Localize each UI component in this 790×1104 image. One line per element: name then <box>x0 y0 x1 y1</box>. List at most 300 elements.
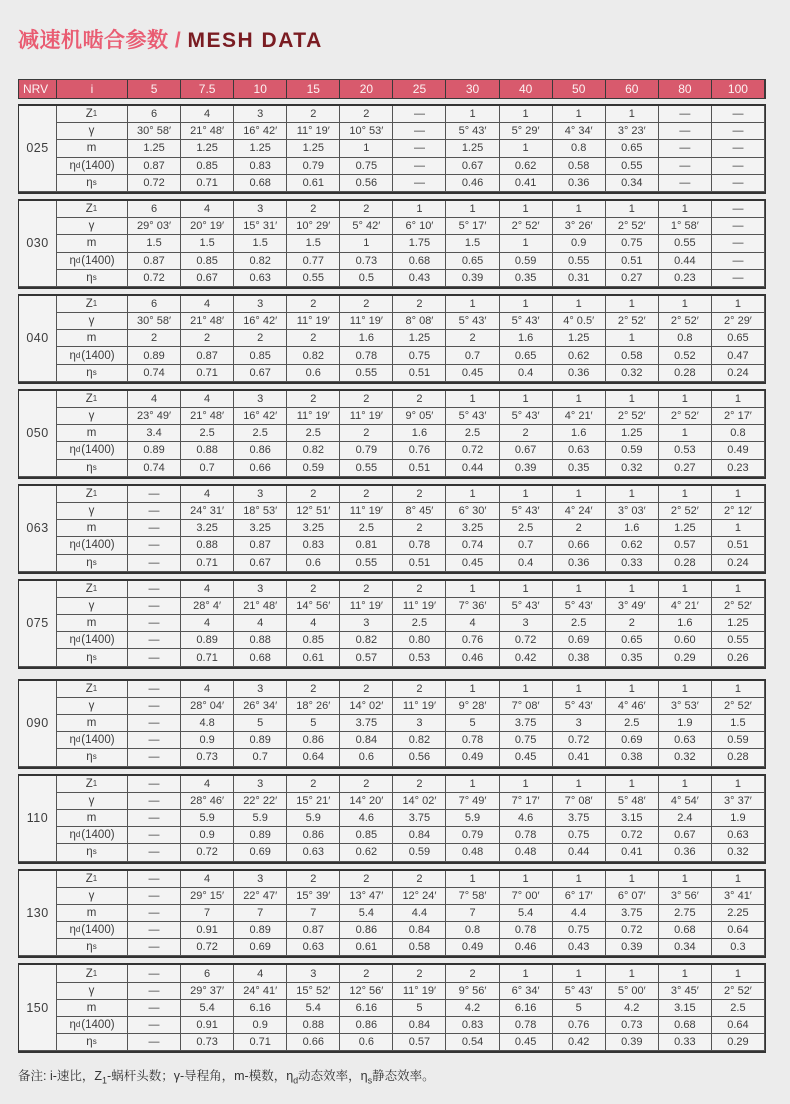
data-cell: 1 <box>712 581 765 598</box>
data-cell: 0.9 <box>553 235 606 252</box>
data-cell: 7° 58′ <box>446 888 499 905</box>
data-cell: 1.6 <box>553 425 606 442</box>
data-cell: 0.36 <box>553 365 606 382</box>
data-cell: 4 <box>181 486 234 503</box>
data-cell: 3.25 <box>446 520 499 537</box>
data-cell: — <box>128 537 181 554</box>
data-cell: 18° 53′ <box>234 503 287 520</box>
data-cell: — <box>128 1000 181 1017</box>
data-cell: 0.61 <box>287 649 340 666</box>
row-label-main: η <box>69 924 76 937</box>
data-cell: 6 <box>128 201 181 218</box>
data-cell: 0.84 <box>393 922 446 939</box>
data-cell: 5.9 <box>446 810 499 827</box>
data-cell: 1 <box>606 296 659 313</box>
data-cell: 1 <box>340 235 393 252</box>
data-cell: 1 <box>712 486 765 503</box>
data-cell: 0.41 <box>553 749 606 766</box>
data-cell: 0.69 <box>606 732 659 749</box>
data-cell: 3.75 <box>393 810 446 827</box>
data-cell: 0.89 <box>234 827 287 844</box>
data-cell: 2° 17′ <box>712 408 765 425</box>
data-cell: 0.32 <box>659 749 712 766</box>
row-label <box>57 871 128 888</box>
row-label <box>57 749 128 766</box>
data-cell: 4.6 <box>340 810 393 827</box>
model-block-040 <box>18 294 766 384</box>
data-cell: 0.68 <box>393 253 446 270</box>
data-cell: — <box>128 698 181 715</box>
data-cell: 2 <box>287 681 340 698</box>
data-cell: 6.16 <box>500 1000 553 1017</box>
data-cell: 0.71 <box>234 1034 287 1051</box>
data-cell: 21° 48′ <box>181 408 234 425</box>
data-cell: 0.82 <box>393 732 446 749</box>
data-cell: 2.25 <box>712 905 765 922</box>
data-cell: 3.75 <box>553 810 606 827</box>
data-cell: 2.5 <box>393 615 446 632</box>
data-cell: 0.59 <box>393 844 446 861</box>
row-label <box>57 460 128 477</box>
data-cell: 1 <box>606 871 659 888</box>
data-cell: 0.67 <box>659 827 712 844</box>
data-cell: 0.76 <box>393 442 446 459</box>
data-cell: 1° 58′ <box>659 218 712 235</box>
data-cell: 6° 34′ <box>500 983 553 1000</box>
data-cell: 0.66 <box>234 460 287 477</box>
data-cell: 0.88 <box>234 632 287 649</box>
data-cell: 2 <box>287 391 340 408</box>
data-cell: 3° 03′ <box>606 503 659 520</box>
data-cell: 5 <box>446 715 499 732</box>
data-cell: 2 <box>393 965 446 982</box>
data-cell: 0.51 <box>393 365 446 382</box>
data-cell: — <box>393 140 446 157</box>
data-cell: 0.73 <box>340 253 393 270</box>
data-cell: 4 <box>181 776 234 793</box>
data-cell: 29° 03′ <box>128 218 181 235</box>
row-label-main: m <box>86 522 97 535</box>
data-cell: 24° 31′ <box>181 503 234 520</box>
data-cell: 2° 52′ <box>712 983 765 1000</box>
row-label-sub: d <box>75 925 81 935</box>
data-cell: — <box>712 218 765 235</box>
row-label <box>57 218 128 235</box>
row-label-main: γ <box>88 599 95 612</box>
data-cell: 0.3 <box>712 939 765 956</box>
data-cell: 0.49 <box>712 442 765 459</box>
row-label <box>57 844 128 861</box>
data-cell: — <box>128 965 181 982</box>
data-cell: 0.85 <box>234 347 287 364</box>
data-cell: 1 <box>340 140 393 157</box>
row-label-sub: d <box>75 445 81 455</box>
row-label-sub: 1 <box>92 109 98 119</box>
data-cell: 0.67 <box>181 270 234 287</box>
data-cell: 0.87 <box>128 158 181 175</box>
data-cell: 0.87 <box>234 537 287 554</box>
data-cell: 14° 02′ <box>393 793 446 810</box>
data-cell: 1.6 <box>500 330 553 347</box>
row-label-sub: d <box>75 160 81 170</box>
data-cell: 5.4 <box>287 1000 340 1017</box>
data-cell: 1 <box>553 486 606 503</box>
row-label-main: γ <box>88 699 95 712</box>
row-label-sub: d <box>75 635 81 645</box>
data-cell: 0.65 <box>606 140 659 157</box>
row-label-main: η <box>86 271 93 284</box>
data-cell: 0.57 <box>393 1034 446 1051</box>
header-cell-ratio: 100 <box>712 80 765 98</box>
row-label-sub: 1 <box>92 873 98 883</box>
row-label <box>57 888 128 905</box>
model-cell: 050 <box>19 391 57 477</box>
data-cell: 11° 19′ <box>287 123 340 140</box>
model-cell: 025 <box>19 106 57 192</box>
data-cell: 3 <box>234 681 287 698</box>
data-cell: 0.35 <box>553 460 606 477</box>
data-cell: — <box>128 793 181 810</box>
data-cell: 30° 58′ <box>128 313 181 330</box>
data-cell: 3.25 <box>181 520 234 537</box>
data-cell: 1 <box>712 776 765 793</box>
data-cell: — <box>128 888 181 905</box>
data-cell: 1 <box>446 581 499 598</box>
model-cell: 130 <box>19 871 57 957</box>
data-cell: — <box>659 175 712 192</box>
data-cell: 2 <box>446 965 499 982</box>
data-cell: 10° 53′ <box>340 123 393 140</box>
data-cell: 0.39 <box>606 939 659 956</box>
data-cell: 0.71 <box>181 649 234 666</box>
data-cell: 3 <box>234 871 287 888</box>
row-label-sub: s <box>92 942 97 952</box>
data-cell: 0.34 <box>659 939 712 956</box>
data-cell: 3.15 <box>659 1000 712 1017</box>
data-cell: 2 <box>553 520 606 537</box>
data-cell: 0.86 <box>234 442 287 459</box>
data-cell: 28° 4′ <box>181 598 234 615</box>
data-cell: — <box>712 123 765 140</box>
data-cell: 15° 21′ <box>287 793 340 810</box>
data-cell: 2.5 <box>181 425 234 442</box>
data-cell: 24° 41′ <box>234 983 287 1000</box>
header-cell-ratio: 80 <box>659 80 712 98</box>
data-cell: 28° 46′ <box>181 793 234 810</box>
header-cell-ratio: 50 <box>553 80 606 98</box>
model-cell: 030 <box>19 201 57 287</box>
data-cell: 4 <box>181 201 234 218</box>
data-cell: 2 <box>340 581 393 598</box>
data-cell: 0.39 <box>446 270 499 287</box>
data-cell: 0.60 <box>659 632 712 649</box>
data-cell: 0.72 <box>128 175 181 192</box>
data-cell: 0.74 <box>128 460 181 477</box>
data-cell: 0.79 <box>446 827 499 844</box>
row-label-suffix: (1400) <box>81 924 115 937</box>
row-label-sub: s <box>92 652 97 662</box>
data-cell: 0.62 <box>553 347 606 364</box>
data-cell: 0.89 <box>234 922 287 939</box>
data-cell: 4° 24′ <box>553 503 606 520</box>
data-cell: 0.80 <box>393 632 446 649</box>
data-cell: 5° 48′ <box>606 793 659 810</box>
model-cell: 150 <box>19 965 57 1051</box>
row-label <box>57 201 128 218</box>
row-label <box>57 270 128 287</box>
row-label-main: γ <box>88 220 95 233</box>
data-cell: — <box>659 106 712 123</box>
data-cell: 5° 43′ <box>500 503 553 520</box>
row-label-main: η <box>86 176 93 189</box>
data-cell: 0.52 <box>659 347 712 364</box>
data-cell: 0.42 <box>553 1034 606 1051</box>
data-cell: 16° 42′ <box>234 123 287 140</box>
row-label-main: η <box>69 444 76 457</box>
data-cell: 6° 07′ <box>606 888 659 905</box>
data-cell: 3.15 <box>606 810 659 827</box>
data-cell: 0.75 <box>500 732 553 749</box>
data-cell: 1 <box>659 391 712 408</box>
data-cell: 2° 52′ <box>606 218 659 235</box>
data-cell: 3° 26′ <box>553 218 606 235</box>
data-cell: 0.64 <box>287 749 340 766</box>
data-cell: 1.25 <box>128 140 181 157</box>
data-cell: 0.55 <box>340 460 393 477</box>
data-cell: 0.58 <box>553 158 606 175</box>
data-cell: 2 <box>393 681 446 698</box>
data-cell: 0.82 <box>234 253 287 270</box>
data-cell: 1.25 <box>393 330 446 347</box>
data-cell: 0.8 <box>446 922 499 939</box>
data-cell: 0.85 <box>181 253 234 270</box>
data-cell: 11° 19′ <box>393 983 446 1000</box>
data-cell: — <box>712 253 765 270</box>
data-cell: 1 <box>553 106 606 123</box>
row-label <box>57 715 128 732</box>
data-cell: 1 <box>553 201 606 218</box>
data-cell: 4.4 <box>393 905 446 922</box>
data-cell: 2 <box>287 201 340 218</box>
data-cell: 21° 48′ <box>181 313 234 330</box>
data-cell: 0.75 <box>340 158 393 175</box>
data-cell: 6° 17′ <box>553 888 606 905</box>
data-cell: — <box>712 106 765 123</box>
data-cell: 1 <box>500 871 553 888</box>
row-label <box>57 296 128 313</box>
data-cell: 4 <box>128 391 181 408</box>
data-cell: 2 <box>287 486 340 503</box>
footnote-segment: -蜗杆头数；γ-导程角，m-模数，η <box>107 1069 294 1084</box>
row-label-main: m <box>86 717 97 730</box>
data-cell: 2° 52′ <box>659 503 712 520</box>
data-cell: 0.23 <box>659 270 712 287</box>
row-label-sub: d <box>75 255 81 265</box>
data-cell: 0.46 <box>500 939 553 956</box>
data-cell: 9° 05′ <box>393 408 446 425</box>
data-cell: — <box>659 158 712 175</box>
row-label-main: m <box>86 617 97 630</box>
row-label-main: m <box>86 812 97 825</box>
data-cell: 0.42 <box>500 649 553 666</box>
page-title-zh: 减速机啮合参数 <box>18 29 169 52</box>
data-cell: 0.65 <box>446 253 499 270</box>
row-label-sub: s <box>92 462 97 472</box>
data-cell: 2.4 <box>659 810 712 827</box>
data-cell: 0.4 <box>500 555 553 572</box>
data-cell: 0.28 <box>712 749 765 766</box>
data-cell: 1.5 <box>234 235 287 252</box>
data-cell: 6° 30′ <box>446 503 499 520</box>
data-cell: 1 <box>712 520 765 537</box>
data-cell: 5° 43′ <box>446 408 499 425</box>
data-cell: 2 <box>393 871 446 888</box>
data-cell: 3 <box>393 715 446 732</box>
data-cell: — <box>393 175 446 192</box>
data-cell: 1.5 <box>287 235 340 252</box>
data-cell: 3 <box>234 486 287 503</box>
data-cell: 11° 19′ <box>340 408 393 425</box>
data-cell: 3° 41′ <box>712 888 765 905</box>
data-cell: 6 <box>181 965 234 982</box>
data-cell: 1 <box>446 106 499 123</box>
data-cell: 11° 19′ <box>287 408 340 425</box>
row-label-main: η <box>69 1019 76 1032</box>
data-cell: 1 <box>393 201 446 218</box>
data-cell: 1 <box>606 106 659 123</box>
data-cell: 0.6 <box>340 1034 393 1051</box>
data-cell: 3.75 <box>500 715 553 732</box>
row-label-suffix: (1400) <box>81 539 115 552</box>
data-cell: — <box>128 871 181 888</box>
data-cell: 2 <box>393 296 446 313</box>
data-cell: 0.41 <box>606 844 659 861</box>
data-cell: 0.63 <box>553 442 606 459</box>
data-cell: 5° 00′ <box>606 983 659 1000</box>
data-cell: 0.91 <box>181 922 234 939</box>
data-cell: 0.72 <box>553 732 606 749</box>
data-cell: 6 <box>128 106 181 123</box>
data-cell: 2 <box>287 296 340 313</box>
row-label-main: Z <box>85 967 93 980</box>
data-cell: 1 <box>500 965 553 982</box>
data-cell: — <box>128 503 181 520</box>
data-cell: 0.68 <box>659 922 712 939</box>
data-cell: 2.5 <box>500 520 553 537</box>
page-title-en: MESH DATA <box>187 29 323 52</box>
row-label-sub: 1 <box>92 968 98 978</box>
data-cell: 1 <box>553 871 606 888</box>
data-cell: 0.83 <box>287 537 340 554</box>
row-label-main: η <box>86 651 93 664</box>
data-cell: 4 <box>446 615 499 632</box>
data-cell: 0.63 <box>287 844 340 861</box>
data-cell: 2.5 <box>606 715 659 732</box>
row-label <box>57 140 128 157</box>
data-cell: 2.75 <box>659 905 712 922</box>
data-cell: 5° 43′ <box>500 313 553 330</box>
data-cell: 4 <box>181 615 234 632</box>
data-cell: 2 <box>340 201 393 218</box>
data-cell: 1.6 <box>606 520 659 537</box>
data-cell: 7° 36′ <box>446 598 499 615</box>
data-cell: 0.88 <box>181 537 234 554</box>
data-cell: 3.75 <box>606 905 659 922</box>
data-cell: 0.86 <box>340 922 393 939</box>
header-cell-ratio: 60 <box>606 80 659 98</box>
data-cell: 22° 47′ <box>234 888 287 905</box>
data-cell: 0.35 <box>500 270 553 287</box>
data-cell: 0.43 <box>393 270 446 287</box>
row-label-main: η <box>86 1036 93 1049</box>
data-cell: 0.44 <box>446 460 499 477</box>
data-cell: 5 <box>553 1000 606 1017</box>
data-cell: 2 <box>287 581 340 598</box>
data-cell: — <box>128 632 181 649</box>
data-cell: 1.6 <box>659 615 712 632</box>
data-cell: — <box>128 1017 181 1034</box>
row-label-sub: s <box>92 367 97 377</box>
data-cell: 3° 56′ <box>659 888 712 905</box>
data-cell: — <box>712 235 765 252</box>
row-label-suffix: (1400) <box>81 829 115 842</box>
row-label-sub: d <box>75 540 81 550</box>
row-label <box>57 776 128 793</box>
row-label-main: γ <box>88 410 95 423</box>
data-cell: 0.44 <box>659 253 712 270</box>
data-cell: 4 <box>181 871 234 888</box>
row-label-main: γ <box>88 125 95 138</box>
data-cell: 0.58 <box>393 939 446 956</box>
row-label-main: η <box>86 366 93 379</box>
data-cell: 0.8 <box>659 330 712 347</box>
data-cell: 0.61 <box>287 175 340 192</box>
data-cell: 2° 52′ <box>659 408 712 425</box>
data-cell: 0.5 <box>340 270 393 287</box>
data-cell: 7° 08′ <box>500 698 553 715</box>
data-cell: 0.66 <box>553 537 606 554</box>
data-cell: 0.38 <box>606 749 659 766</box>
data-cell: 0.7 <box>234 749 287 766</box>
data-cell: 7 <box>234 905 287 922</box>
model-cell: 040 <box>19 296 57 382</box>
data-cell: 1 <box>553 296 606 313</box>
row-label-sub: d <box>75 350 81 360</box>
data-cell: 4 <box>287 615 340 632</box>
row-label-main: Z <box>85 203 93 216</box>
data-cell: 0.78 <box>500 827 553 844</box>
data-cell: — <box>128 905 181 922</box>
data-cell: 2 <box>393 520 446 537</box>
data-cell: — <box>712 175 765 192</box>
header-cell-ratio: 15 <box>287 80 340 98</box>
data-cell: 16° 42′ <box>234 313 287 330</box>
data-cell: 5° 29′ <box>500 123 553 140</box>
data-cell: — <box>128 827 181 844</box>
data-cell: 3.4 <box>128 425 181 442</box>
data-cell: 28° 04′ <box>181 698 234 715</box>
row-label-sub: s <box>92 557 97 567</box>
data-cell: 0.72 <box>181 939 234 956</box>
row-label <box>57 1034 128 1051</box>
data-cell: 1 <box>659 425 712 442</box>
data-cell: 0.56 <box>393 749 446 766</box>
data-cell: 0.86 <box>287 827 340 844</box>
data-cell: 4 <box>181 296 234 313</box>
footnote-segment: d <box>293 1075 299 1086</box>
row-label-main: η <box>69 634 76 647</box>
data-cell: 0.87 <box>181 347 234 364</box>
